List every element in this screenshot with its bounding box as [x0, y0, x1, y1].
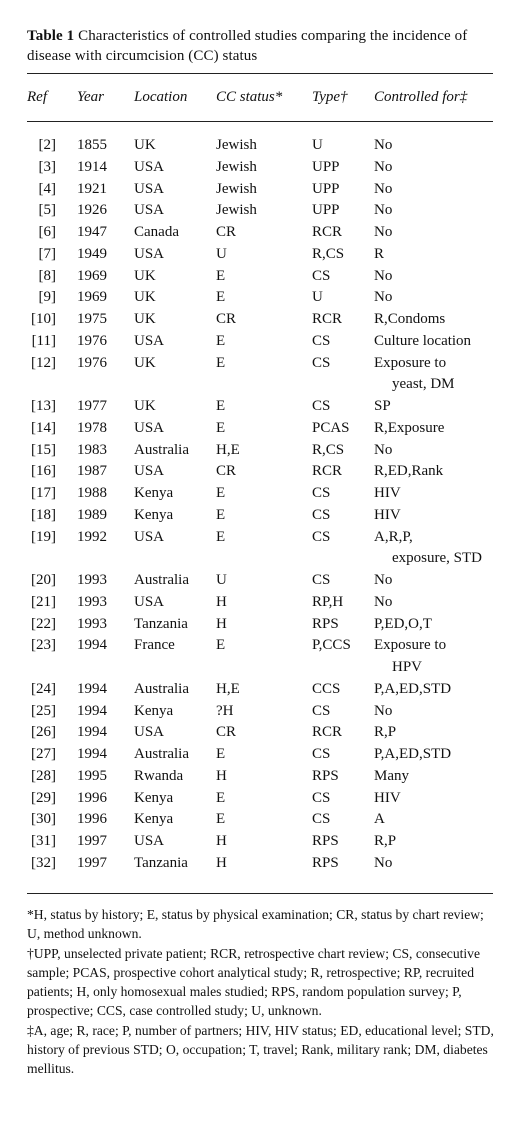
- cell-controlled-for: R,ED,Rank: [374, 463, 444, 480]
- table-caption: [27, 26, 497, 66]
- cell-controlled-for: exposure, STD: [392, 550, 482, 567]
- cell-location: USA: [134, 833, 165, 849]
- cell-type: CS: [312, 506, 331, 523]
- cell-ref: [3]: [38, 158, 56, 175]
- cell-year: 1969: [77, 289, 107, 306]
- header-ref: Ref: [27, 89, 47, 105]
- cell-year: 1978: [77, 419, 107, 436]
- header-location: Location: [134, 89, 188, 105]
- cell-ref: [24]: [31, 680, 56, 697]
- cell-controlled-for: No: [374, 289, 393, 306]
- cell-ref: [15]: [31, 441, 56, 458]
- cell-year: 1977: [77, 398, 107, 414]
- cell-controlled-for: Culture location: [374, 332, 472, 349]
- cell-year: 1949: [77, 245, 107, 262]
- cell-year: 1994: [77, 746, 107, 762]
- cell-type: U: [312, 289, 323, 306]
- cell-type: CS: [312, 354, 331, 371]
- cell-ref: [16]: [31, 463, 56, 480]
- cell-year: 1994: [77, 724, 107, 741]
- cell-ref: [26]: [31, 724, 56, 741]
- cell-ref: [22]: [31, 615, 56, 632]
- cell-type: CS: [312, 811, 331, 828]
- footnote-type: †UPP, unselected private patient; RCR, retrospective chart review; CS, consecutive sample; PCAS, prospective cohort analytical study; R, retrospective; RP, recruited patients; H, only homosexual males studied; RPS, random population survey; P, prospective; CCS, case controlled study; U, unknown.: [27, 945, 481, 1019]
- cell-ref: [18]: [31, 506, 56, 523]
- cell-ref: [4]: [38, 180, 56, 197]
- cell-ref: [23]: [31, 637, 56, 654]
- cell-controlled-for: No: [374, 854, 393, 871]
- cell-type: CS: [312, 267, 331, 284]
- cell-location: USA: [134, 158, 165, 175]
- cell-controlled-for: R,Condoms: [374, 311, 446, 327]
- cell-controlled-for: HIV: [374, 485, 401, 501]
- cell-controlled-for: No: [374, 158, 393, 175]
- cell-cc-status: CR: [216, 224, 237, 240]
- cell-controlled-for: yeast, DM: [392, 376, 455, 393]
- cell-controlled-for: No: [374, 224, 393, 240]
- cell-location: UK: [134, 398, 156, 414]
- cell-type: UPP: [312, 202, 340, 219]
- cell-ref: [25]: [31, 702, 56, 719]
- footnote-controlled-for: ‡A, age; R, race; P, number of partners; HIV, HIV status; ED, educational level; STD, history of previous STD; O, occupation; T, travel; Rank, military rank; DM, diabetes mellitus.: [27, 1022, 494, 1077]
- cell-year: 1855: [77, 137, 107, 153]
- cell-cc-status: H,E: [216, 680, 240, 697]
- cell-cc-status: E: [216, 746, 226, 762]
- cell-year: 1987: [77, 463, 107, 480]
- cell-ref: [28]: [31, 767, 56, 784]
- cell-year: 1914: [77, 158, 107, 175]
- cell-location: USA: [134, 724, 165, 741]
- table-caption-text: Characteristics of controlled studies comparing the incidence of disease with circumcision (CC) status: [27, 28, 468, 64]
- cell-ref: [6]: [38, 224, 56, 240]
- cell-location: USA: [134, 332, 165, 349]
- cell-ref: [32]: [31, 854, 56, 871]
- cell-location: Kenya: [134, 506, 174, 523]
- cell-location: Australia: [134, 572, 189, 588]
- cell-cc-status: E: [216, 485, 226, 501]
- cell-cc-status: E: [216, 789, 226, 806]
- cell-controlled-for: R: [374, 245, 385, 262]
- cell-cc-status: U: [216, 245, 227, 262]
- cell-cc-status: CR: [216, 724, 237, 741]
- cell-cc-status: H: [216, 833, 227, 849]
- header-type: Type†: [312, 89, 348, 105]
- cell-location: USA: [134, 180, 165, 197]
- cell-cc-status: E: [216, 637, 226, 654]
- cell-controlled-for: Exposure to: [374, 354, 447, 371]
- header-rule: [27, 121, 493, 122]
- cell-cc-status: E: [216, 354, 226, 371]
- cell-cc-status: Jewish: [216, 158, 257, 175]
- cell-cc-status: U: [216, 572, 227, 588]
- cell-cc-status: CR: [216, 311, 237, 327]
- cell-controlled-for: R,P: [374, 833, 397, 849]
- cell-cc-status: E: [216, 506, 226, 523]
- cell-type: R,CS: [312, 441, 345, 458]
- cell-controlled-for: HIV: [374, 506, 401, 523]
- cell-type: RCR: [312, 724, 343, 741]
- cell-cc-status: E: [216, 289, 226, 306]
- cell-location: USA: [134, 202, 165, 219]
- cell-ref: [14]: [31, 419, 56, 436]
- cell-location: USA: [134, 528, 165, 545]
- cell-type: CS: [312, 398, 331, 414]
- bottom-rule: [27, 893, 493, 894]
- footnotes: [27, 905, 499, 1079]
- cell-type: RP,H: [312, 593, 344, 610]
- cell-type: R,CS: [312, 245, 345, 262]
- cell-ref: [8]: [38, 267, 56, 284]
- cell-ref: [17]: [31, 485, 56, 501]
- cell-type: P,CCS: [312, 637, 351, 654]
- cell-type: CS: [312, 702, 331, 719]
- cell-ref: [30]: [31, 811, 56, 828]
- cell-type: RCR: [312, 311, 343, 327]
- cell-year: 1947: [77, 224, 107, 240]
- cell-controlled-for: R,Exposure: [374, 419, 445, 436]
- cell-type: CCS: [312, 680, 341, 697]
- cell-ref: [2]: [38, 137, 56, 153]
- cell-ref: [29]: [31, 789, 56, 806]
- cell-ref: [10]: [31, 311, 56, 327]
- header-controlled-for: Controlled for‡: [374, 89, 468, 105]
- cell-controlled-for: No: [374, 267, 393, 284]
- cell-year: 1976: [77, 354, 107, 371]
- cell-cc-status: E: [216, 332, 226, 349]
- cell-location: Canada: [134, 224, 179, 240]
- cell-year: 1983: [77, 441, 107, 458]
- cell-cc-status: H: [216, 593, 227, 610]
- cell-year: 1992: [77, 528, 107, 545]
- cell-type: UPP: [312, 158, 340, 175]
- cell-ref: [21]: [31, 593, 56, 610]
- cell-location: USA: [134, 245, 165, 262]
- cell-type: PCAS: [312, 419, 350, 436]
- cell-year: 1994: [77, 702, 107, 719]
- cell-location: USA: [134, 463, 165, 480]
- table-label: Table 1: [27, 28, 75, 44]
- cell-ref: [19]: [31, 528, 56, 545]
- cell-controlled-for: P,ED,O,T: [374, 615, 432, 632]
- cell-controlled-for: SP: [374, 398, 391, 414]
- cell-year: 1997: [77, 854, 107, 871]
- cell-location: Kenya: [134, 485, 174, 501]
- cell-cc-status: Jewish: [216, 137, 257, 153]
- cell-location: Tanzania: [134, 854, 188, 871]
- cell-type: RCR: [312, 463, 343, 480]
- cell-ref: [27]: [31, 746, 56, 762]
- cell-cc-status: E: [216, 811, 226, 828]
- cell-year: 1996: [77, 789, 107, 806]
- cell-location: UK: [134, 267, 156, 284]
- cell-cc-status: E: [216, 398, 226, 414]
- cell-year: 1926: [77, 202, 107, 219]
- cell-location: Kenya: [134, 789, 174, 806]
- cell-controlled-for: HPV: [392, 659, 423, 675]
- cell-ref: [5]: [38, 202, 56, 219]
- cell-location: Australia: [134, 680, 189, 697]
- cell-year: 1989: [77, 506, 107, 523]
- cell-ref: [11]: [31, 332, 56, 349]
- cell-controlled-for: No: [374, 137, 393, 153]
- top-rule: [27, 73, 493, 74]
- cell-type: CS: [312, 485, 331, 501]
- cell-cc-status: ?H: [216, 702, 234, 719]
- cell-year: 1995: [77, 767, 107, 784]
- cell-controlled-for: No: [374, 180, 393, 197]
- cell-type: CS: [312, 572, 331, 588]
- cell-type: RPS: [312, 615, 339, 632]
- cell-location: Rwanda: [134, 767, 184, 784]
- cell-controlled-for: No: [374, 202, 393, 219]
- header-year: Year: [77, 89, 104, 105]
- cell-year: 1994: [77, 637, 107, 654]
- cell-location: Kenya: [134, 811, 174, 828]
- cell-controlled-for: P,A,ED,STD: [374, 680, 452, 697]
- cell-year: 1997: [77, 833, 107, 849]
- cell-year: 1993: [77, 593, 107, 610]
- cell-controlled-for: Exposure to: [374, 637, 447, 654]
- cell-cc-status: H,E: [216, 441, 240, 458]
- cell-controlled-for: Many: [374, 767, 409, 784]
- cell-location: Australia: [134, 441, 189, 458]
- cell-cc-status: E: [216, 528, 226, 545]
- cell-year: 1969: [77, 267, 107, 284]
- cell-type: RPS: [312, 833, 339, 849]
- header-cc-status: CC status*: [216, 89, 283, 105]
- cell-cc-status: Jewish: [216, 180, 257, 197]
- footnote-cc-status: *H, status by history; E, status by physical examination; CR, status by chart review; U, method unknown.: [27, 907, 484, 942]
- cell-type: UPP: [312, 180, 340, 197]
- cell-location: UK: [134, 289, 156, 306]
- cell-cc-status: Jewish: [216, 202, 257, 219]
- cell-year: 1996: [77, 811, 107, 828]
- cell-year: 1994: [77, 680, 107, 697]
- cell-type: CS: [312, 332, 331, 349]
- cell-type: RPS: [312, 767, 339, 784]
- cell-ref: [31]: [31, 833, 56, 849]
- cell-location: UK: [134, 137, 156, 153]
- cell-ref: [12]: [31, 354, 56, 371]
- cell-year: 1988: [77, 485, 107, 501]
- cell-year: 1921: [77, 180, 107, 197]
- cell-location: Australia: [134, 746, 189, 762]
- cell-controlled-for: A: [374, 811, 385, 828]
- cell-cc-status: H: [216, 615, 227, 632]
- cell-location: UK: [134, 311, 156, 327]
- cell-location: USA: [134, 419, 165, 436]
- cell-cc-status: E: [216, 267, 226, 284]
- cell-year: 1993: [77, 615, 107, 632]
- cell-ref: [9]: [38, 289, 56, 306]
- cell-year: 1976: [77, 332, 107, 349]
- cell-ref: [13]: [31, 398, 56, 414]
- cell-cc-status: H: [216, 854, 227, 871]
- cell-year: 1993: [77, 572, 107, 588]
- cell-year: 1975: [77, 311, 107, 327]
- cell-type: U: [312, 137, 323, 153]
- cell-controlled-for: No: [374, 593, 393, 610]
- cell-ref: [20]: [31, 572, 56, 588]
- cell-controlled-for: HIV: [374, 789, 401, 806]
- cell-location: France: [134, 637, 175, 654]
- cell-location: UK: [134, 354, 156, 371]
- cell-type: RCR: [312, 224, 343, 240]
- cell-type: CS: [312, 528, 331, 545]
- cell-controlled-for: No: [374, 572, 393, 588]
- cell-type: CS: [312, 746, 331, 762]
- cell-location: USA: [134, 593, 165, 610]
- cell-controlled-for: A,R,P,: [374, 528, 413, 545]
- cell-cc-status: CR: [216, 463, 237, 480]
- cell-cc-status: H: [216, 767, 227, 784]
- cell-location: Kenya: [134, 702, 174, 719]
- cell-type: CS: [312, 789, 331, 806]
- cell-controlled-for: P,A,ED,STD: [374, 746, 452, 762]
- cell-location: Tanzania: [134, 615, 188, 632]
- cell-controlled-for: No: [374, 702, 393, 719]
- cell-cc-status: E: [216, 419, 226, 436]
- cell-controlled-for: No: [374, 441, 393, 458]
- cell-type: RPS: [312, 854, 339, 871]
- cell-controlled-for: R,P: [374, 724, 397, 741]
- cell-ref: [7]: [38, 245, 56, 262]
